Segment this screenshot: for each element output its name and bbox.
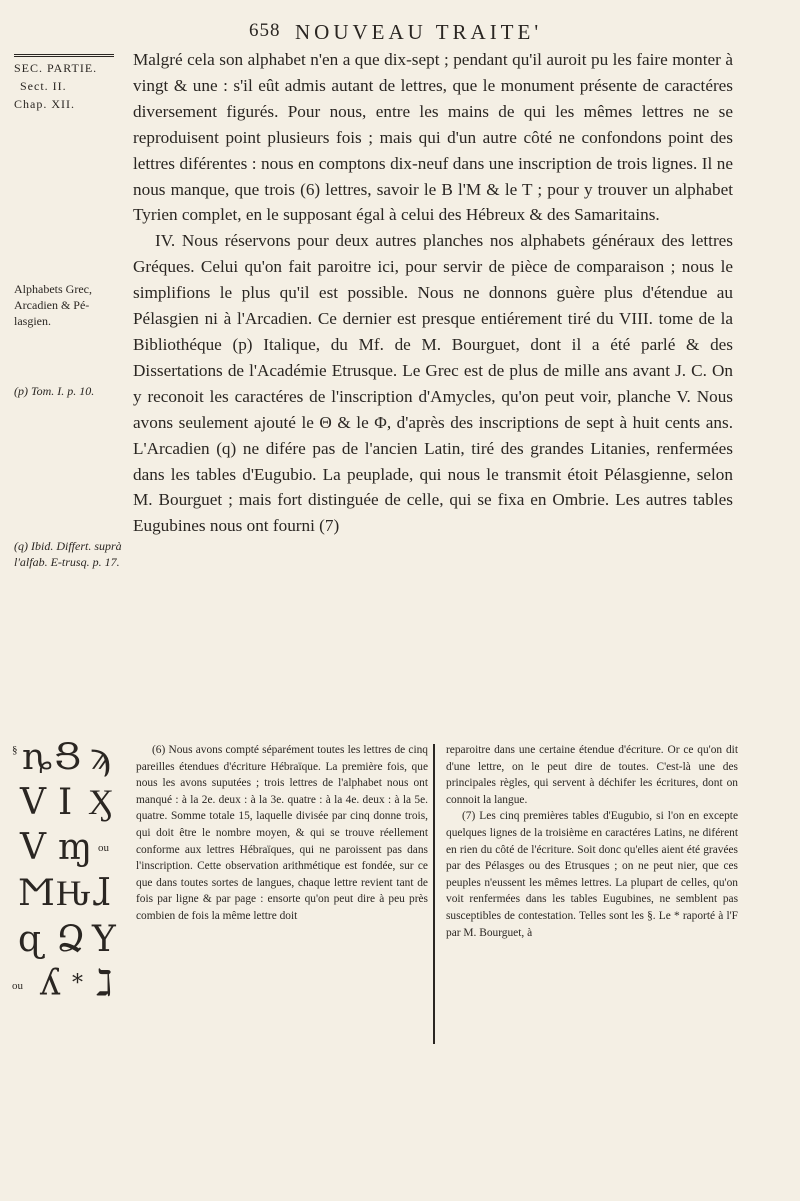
footnote-column-left [136, 742, 428, 925]
glyph: * [72, 971, 83, 996]
glyph-row [12, 874, 127, 920]
running-head [0, 20, 800, 48]
glyph: ℷ [96, 963, 113, 1004]
alphabet-glyph-table [12, 738, 127, 1008]
glyph: I [58, 782, 73, 823]
glyph: Ԋ [56, 873, 91, 914]
glyph-row [12, 828, 127, 874]
glyph: ϡ [90, 737, 111, 778]
running-title: NOUVEAU TRAITE' [295, 20, 543, 44]
glyph: ɋ [18, 919, 42, 960]
margin-sect: Sect. II. [20, 79, 67, 93]
glyph: ɱ [58, 827, 93, 868]
margin-chap: Chap. XII. [14, 97, 75, 111]
glyph: ʎ [40, 963, 61, 1004]
glyph: V [20, 782, 46, 823]
footnote-column-right [446, 742, 738, 941]
footnote-divider [433, 744, 435, 1044]
glyph: Ӽ [88, 782, 114, 823]
glyph: ɺ [92, 873, 111, 914]
glyph-row [12, 738, 127, 784]
header-rule [14, 54, 114, 57]
paragraph-1: Malgré cela son alphabet n'en a que dix-sept ; pendant qu'il auroit pu les faire monter à vingt & une : s'il eût admis autant de lettres, que le monument présente de caractéres diversement figurés. Pour nous, entre les mains de qui les mêmes lettres ne se reproduisent point plusieurs fois ; mais qui d'un autre côté ne confondons point des lettres diférentes : nous en comptons dix-neuf dans une inscription de trois lignes. Il ne nous manque, que trois (6) lettres, savoir le B l'M & le T ; pour y trouver un alphabet Tyrien complet, en le supposant égal à celui des Hébreux & des Samaritains. [133, 50, 733, 225]
glyph: Ց [54, 737, 81, 778]
margin-note-p: (p) Tom. I. p. 10. [14, 384, 95, 398]
footnote-7: (7) Les cinq premières tables d'Eugubio, si l'on en excepte quelques lignes de la troisième en caractéres Latins, ne diférent en rien du côté de l'écriture. Soit donc qu'elles aient été gravées par des Pélasges ou des Etrusques ; on ne peut nier, que ces peuples n'eussent les mêmes lettres. La plupart de celles, qu'on voit renfermées dans les tables Eugubines, ne semblent pas susceptibles de contestation. Telles sont les §. Le * raporté à l'F par M. Bourguet, à [446, 810, 738, 939]
glyph-row [12, 964, 127, 1010]
glyph: § [12, 744, 18, 756]
glyph: V [20, 827, 46, 868]
glyph: Ձ [56, 919, 86, 960]
glyph-label: ou [98, 842, 109, 854]
margin-note-alphabets: Alphabets Grec, Arcadien & Pé-lasgien. [14, 282, 92, 328]
glyph: ȵ [22, 737, 52, 778]
paragraph-2: IV. Nous réservons pour deux autres planches nos alphabets généraux des lettres Gréques. Celui qu'on fait paroitre ici, pour servir de pièce de comparaison ; nous le simplifions le plus qu'il est possible. Nous ne donnons guère plus d'étendue au Pélasgien ni à l'Arcadien. Ce dernier est presque entiérement tiré du VIII. tome de la Bibliothéque (p) Italique, du Mf. de M. Bourguet, dont il a été parlé & des Dissertations de l'Académie Etrusque. Le Grec est de plus de mille ans avant J. C. On y reconoit les caractéres de l'inscription d'Amycles, qu'on peut voir, planche V. Nous avons seulement ajouté le Θ & le Φ, d'après des inscriptions de sept à huit cents ans. L'Arcadien (q) ne difére pas de l'ancien Latin, tiré des grandes Litanies, renfermées dans les tables d'Eugubio. La peuplade, qui nous le transmit étoit Pélasgienne, selon M. Bourguet ; mais fort distinguée de celle, qui se fixa en Ombrie. Les autres tables Eugubines nous ont fourni (7) [133, 231, 733, 536]
footnote-6: (6) Nous avons compté séparément toutes les lettres de cinq pareilles étendues d'écriture Hébraïque. La première fois, que nous les avons suputées ; trois lettres de l'alphabet nous ont manqué : à la 2e. deux : à la 3e. quatre : à la 4e. deux : à la 5e. quatre. Somme totale 15, laquelle divisée par cinq donne trois, qui doit être le nombre moyen, & qui se trouve réellement conforme aux lettres Hébraïques, qui ne paroissent pas dans l'inscription. Cette observation arithmétique est fondée, sur ce que dans toutes sortes de langues, chaque lettre revient tant de fois par ligne & par page : ensorte qu'on peut dire à peu près combien de fois la même lettre doit [136, 744, 428, 922]
margin-note-q: (q) Ibid. Differt. suprà l'alfab. E-trusq. p. 17. [14, 539, 122, 569]
page-number: 658 [249, 20, 281, 41]
glyph: Y [92, 919, 116, 960]
margin-section-header [14, 54, 122, 113]
footnotes [128, 742, 738, 1052]
main-text [133, 47, 733, 539]
glyph: Ϻ [18, 873, 55, 914]
glyph-row [12, 920, 127, 966]
glyph-label: ou [12, 980, 23, 992]
margin-part: SEC. PARTIE. [14, 61, 98, 75]
footnote-6-continued: reparoitre dans une certaine étendue d'écriture. Or ce qu'on dit d'une lettre, on le peut dire de toutes. C'est-là une des principales règles, qui servent à déchifer les écritures, dont on connoit la langue. [446, 744, 738, 806]
glyph-row [12, 783, 127, 829]
